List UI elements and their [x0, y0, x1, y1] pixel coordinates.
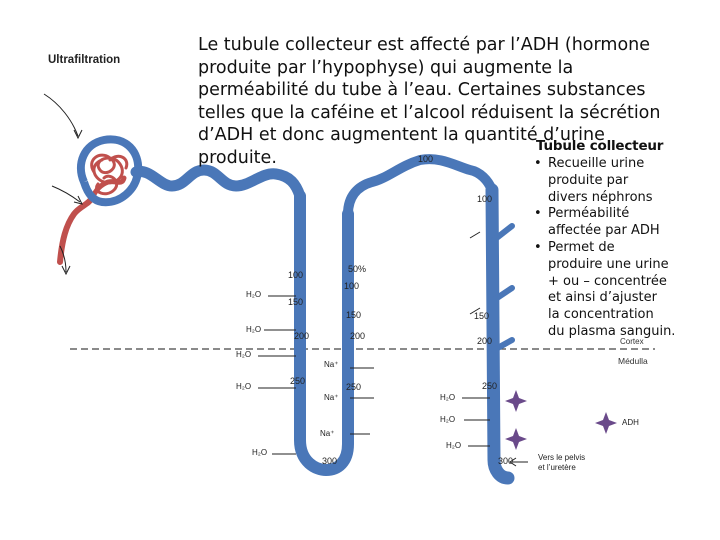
osmolarity-label: 100 [418, 154, 434, 164]
label-na: Na⁺ [324, 393, 339, 402]
medulla-label: Médulla [618, 356, 648, 366]
label-h2o: H₂O [446, 441, 462, 450]
osmolarity-label: 150 [288, 297, 304, 307]
label-na: Na⁺ [324, 360, 339, 369]
collecting-tubule-box [530, 138, 720, 341]
list-item: • Recueille urine produite par divers néphrons [530, 156, 720, 206]
label-h2o: H₂O [236, 382, 252, 391]
diagram-title: Ultrafiltration [48, 54, 121, 66]
label-h2o: H₂O [236, 350, 252, 359]
osmolarity-label: 100 [477, 194, 493, 204]
exchange-arrows [258, 296, 493, 454]
osmolarity-label: 250 [482, 381, 498, 391]
adh-star-icon [505, 390, 527, 412]
blood-vessel [60, 155, 127, 262]
adh-star-icon [505, 428, 527, 450]
label-na: Na⁺ [320, 429, 335, 438]
outlet-label: Vers le pelvis et l’uretère [538, 453, 586, 472]
label-h2o: H₂O [246, 290, 262, 299]
osmolarity-label: 100 [288, 270, 304, 280]
osmolarity-label: 150 [346, 310, 362, 320]
osmolarity-label: 150 [474, 311, 490, 321]
label-h2o: H₂O [252, 448, 268, 457]
label-h2o: H₂O [440, 393, 456, 402]
list-item: • Permet de produire une urine + ou – concentrée et ainsi d’ajuster la concentration du plasma sanguin. [530, 240, 720, 341]
osmolarity-label: 250 [346, 382, 362, 392]
adh-star-icon [595, 412, 617, 434]
adh-label: ADH [622, 418, 639, 427]
label-h2o: H₂O [440, 415, 456, 424]
osmolarity-label: 250 [290, 376, 306, 386]
box-list [530, 156, 720, 341]
osmolarity-label: 100 [344, 281, 360, 291]
box-title: Tubule collecteur [536, 138, 664, 154]
main-paragraph: Le tubule collecteur est affecté par l’ADH (hormone produite par l’hypophyse) qui augmente la perméabilité du tube à l’eau. Certaines substances telles que la caféine et l’alcool réduisent la sécrétion d’ADH et donc augmentent la quantité d’urine produite. [198, 35, 661, 168]
osmolarity-label: 50% [348, 264, 367, 274]
osmolarity-label: 300 [322, 456, 338, 466]
label-h2o: H₂O [246, 325, 262, 334]
cortex-label: Cortex [620, 337, 644, 346]
osmolarity-label: 300 [498, 456, 514, 466]
osmolarity-label: 200 [350, 331, 366, 341]
list-item: • Perméabilité affectée par ADH [530, 206, 720, 240]
osmolarity-label: 200 [477, 336, 493, 346]
osmolarity-label: 200 [294, 331, 310, 341]
proximal-tubule [136, 170, 300, 196]
